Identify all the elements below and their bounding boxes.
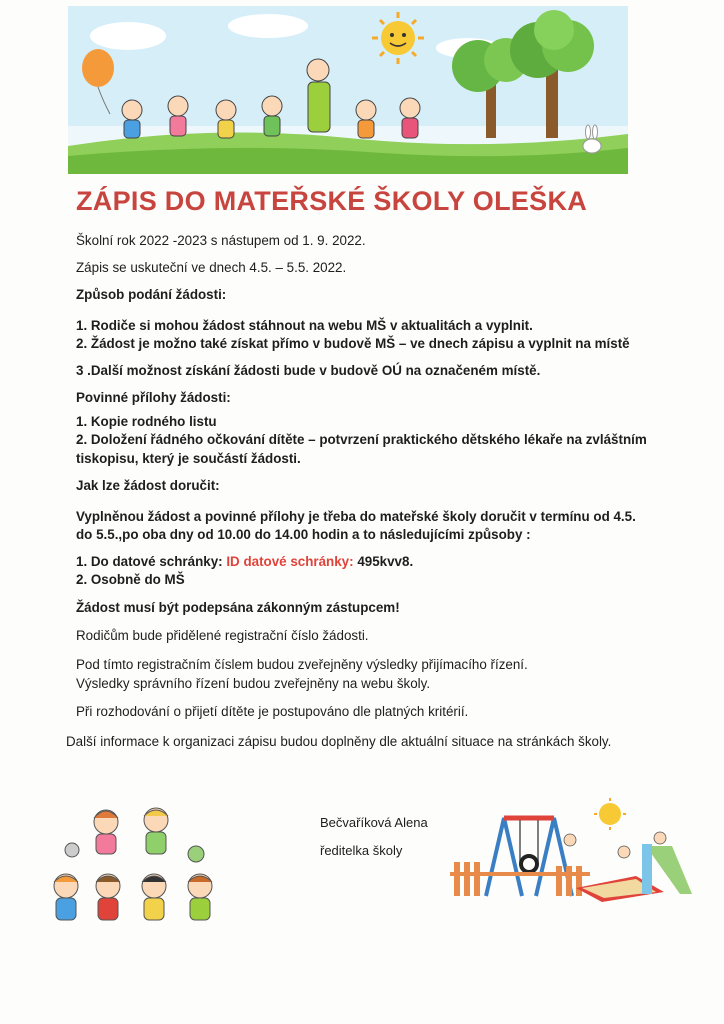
method-item-2: 2. Žádost je možno také získat přímo v budově MŠ – ve dnech zápisu a vyplnit na místě [76, 336, 630, 351]
delivery-heading: Jak lze žádost doručit: [76, 478, 220, 493]
signature-name: Bečvaříková Alena [320, 815, 428, 830]
data-box-id-label: ID datové schránky: [226, 554, 354, 569]
sun-icon [594, 798, 626, 830]
children-banner-illustration [68, 6, 628, 174]
criteria-line: Při rozhodování o přijetí dítěte je postupováno dle platných kritérií. [76, 704, 469, 719]
results-line-2: Výsledky správního řízení budou zveřejněny na webu školy. [76, 676, 431, 691]
more-info-line: Další informace k organizaci zápisu budou doplněny dle aktuální situace na stránkách školy. [66, 734, 612, 749]
attachments-heading: Povinné přílohy žádosti: [76, 390, 231, 405]
children-group-illustration [46, 800, 246, 925]
method-heading: Způsob podání žádosti: [76, 287, 227, 302]
delivery-item-1-prefix: 1. Do datové schránky: [76, 554, 227, 569]
registration-number-line: Rodičům bude přidělené registrační číslo žádosti. [76, 628, 369, 643]
attachment-item-1: 1. Kopie rodného listu [76, 414, 217, 429]
school-year-line: Školní rok 2022 -2023 s nástupem od 1. 9. 2022. [76, 233, 366, 248]
method-item-3: 3 .Další možnost získání žádosti bude v budově OÚ na označeném místě. [76, 363, 541, 378]
data-box-id-value: 495kvv8. [353, 554, 414, 569]
enrollment-dates-line: Zápis se uskuteční ve dnech 4.5. – 5.5. 2022. [76, 260, 347, 275]
method-item-1: 1. Rodiče si mohou žádost stáhnout na webu MŠ v aktualitách a vyplnit. [76, 318, 533, 333]
delivery-text-line-1: Vyplněnou žádost a povinné přílohy je třeba do mateřské školy doručit v termínu od 4.5. [76, 509, 636, 524]
playground-illustration [446, 796, 696, 904]
results-line-1: Pod tímto registračním číslem budou zveřejněny výsledky přijímacího řízení. [76, 657, 528, 672]
signature-note: Žádost musí být podepsána zákonným zástupcem! [76, 600, 400, 615]
attachment-item-2-line-1: 2. Doložení řádného očkování dítěte – potvrzení praktického dětského lékaře na zvláštním [76, 432, 647, 447]
signature-role: ředitelka školy [320, 843, 403, 858]
delivery-item-1 [76, 553, 413, 571]
delivery-item-2: 2. Osobně do MŠ [76, 572, 185, 587]
attachment-item-2-line-2: tiskopisu, který je součástí žádosti. [76, 451, 301, 466]
page-title: ZÁPIS DO MATEŘSKÉ ŠKOLY OLEŠKA [76, 186, 588, 216]
delivery-text-line-2: do 5.5.,po oba dny od 10.00 do 14.00 hodin a to následujícími způsoby : [76, 527, 531, 542]
